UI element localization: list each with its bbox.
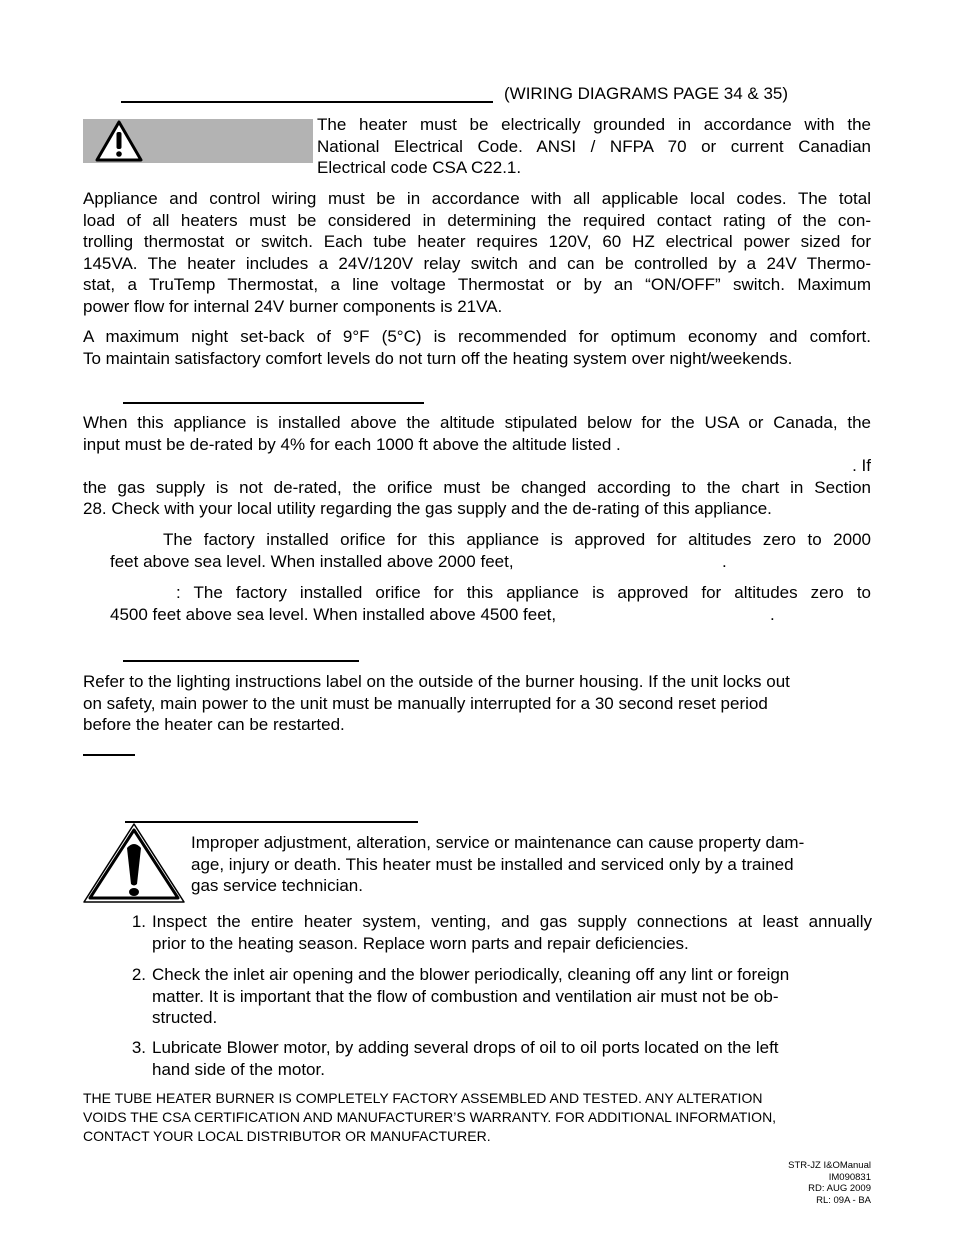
warning-triangle-icon (95, 120, 143, 162)
usa-note-period: . (722, 552, 727, 571)
section1-heading-rule (121, 101, 493, 103)
setback-paragraph: A maximum night set-back of 9°F (5°C) is recommended for optimum economy and comfort. To maintain satisfactory comfort levels do not turn off the heating system over night/weekends. (83, 327, 871, 368)
document-footer: STR-JZ I&OManual IM090831 RD: AUG 2009 RL: 09A - BA (788, 1160, 871, 1206)
list-item: 2. Check the inlet air opening and the blower periodically, cleaning off any lint or foreign matter. It is important that the flow of combustion and ventilation air must not be ob- structed. (131, 965, 790, 1027)
wiring-diagram-reference: (WIRING DIAGRAMS PAGE 34 & 35) (504, 84, 789, 103)
usa-altitude-note: The factory installed orifice for this appliance is approved for altitudes zero to 2000 feet above sea level. When installed above 2000 feet, (110, 530, 871, 571)
factory-notice: THE TUBE HEATER BURNER IS COMPLETELY FACTORY ASSEMBLED AND TESTED. ANY ALTERATION VOIDS THE CSA CERTIFICATION AND MANUFACTURER’S WARRANTY. FOR ADDITIONAL INFORMATION, CONTACT YOUR LOCAL DISTRIBUTOR OR MANUFACTURER. (83, 1090, 777, 1144)
lighting-paragraph: Refer to the lighting instructions label on the outside of the burner housing. If the unit locks out on safety, main power to the unit must be manually interrupted for a 30 second reset period before the heater can be restarted. (83, 672, 790, 734)
list-item: 3. Lubricate Blower motor, by adding several drops of oil to oil ports located on the left hand side of the motor. (131, 1038, 779, 1079)
warning-triangle-icon (80, 820, 188, 906)
grounding-warning: The heater must be electrically grounded in accordance with the National Electrical Code. ANSI / NFPA 70 or current Canadian Electrical code CSA C22.1. (317, 115, 871, 177)
section3-heading-rule (123, 660, 359, 662)
section2-heading-rule (123, 402, 424, 404)
list-item: 1. Inspect the entire heater system, venting, and gas supply connections at least annually prior to the heating season. Replace worn parts and repair deficiencies. (131, 912, 872, 953)
warning-banner (83, 119, 313, 163)
short-heading-rule (83, 754, 135, 756)
maintenance-warning: Improper adjustment, alteration, service or maintenance can cause property dam- age, injury or death. This heater must be installed and serviced only by a trained gas service technician. (191, 833, 805, 895)
altitude-paragraph: When this appliance is installed above the altitude stipulated below for the USA or Canada, the input must be de-rated by 4% for each 1000 ft above the altitude listed . . If the gas supply is not de-rated, the orifice must be changed according to the chart in Section 28. Check with your local utility regarding the gas supply and the de-rating of this appliance. (83, 413, 871, 518)
canada-altitude-note: : The factory installed orifice for this appliance is approved for altitudes zero to 4500 feet above sea level. When installed above 4500 feet, (110, 583, 871, 624)
wiring-paragraph: Appliance and control wiring must be in accordance with all applicable local codes. The total load of all heaters must be considered in determining the required contact rating of the con- trolling thermostat or switch. Each tube heater requires 120V, 60 HZ electrical power sized for 145VA. The heater includes a 24V/120V relay switch and can be controlled by a 24V Thermo- stat, a TruTemp Thermostat, a line voltage Thermostat or by an “ON/OFF” switch. Maximum power flow for internal 24V burner components is 21VA. (83, 189, 871, 316)
canada-note-period: . (770, 605, 775, 624)
